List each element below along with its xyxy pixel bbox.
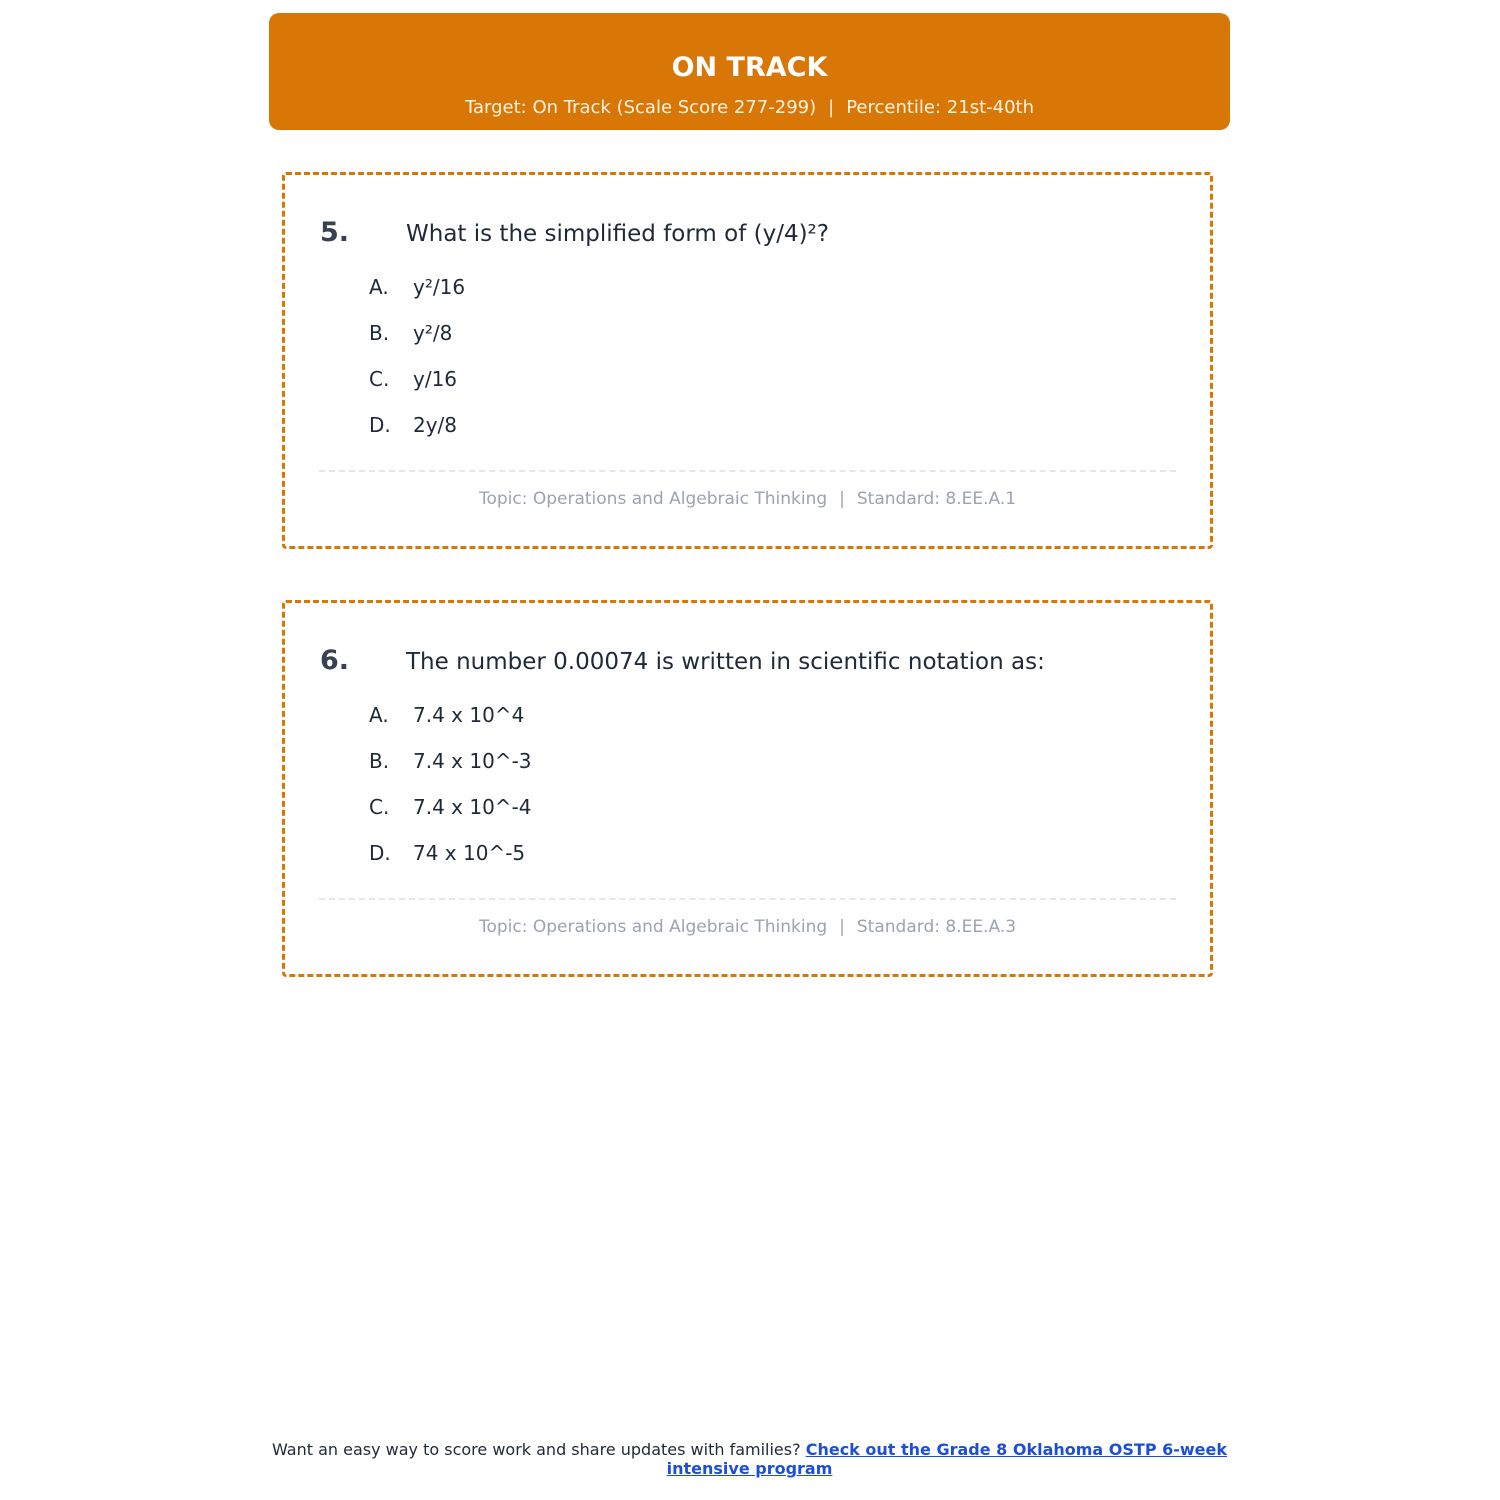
answer-choices: [369, 701, 532, 885]
choice-text: 2y/8: [413, 413, 458, 437]
answer-choice-d[interactable]: [369, 839, 532, 885]
banner-separator: |: [828, 97, 835, 118]
choice-text: 7.4 x 10^-3: [413, 749, 532, 773]
answer-choice-d[interactable]: [369, 411, 465, 457]
question-number: 5.: [320, 217, 350, 248]
choice-letter: C.: [369, 367, 390, 391]
meta-separator: |: [839, 489, 845, 509]
answer-choice-a[interactable]: [369, 273, 465, 319]
question-text: What is the simplified form of (y/4)²?: [406, 221, 829, 247]
status-banner: [269, 13, 1230, 130]
topic-label: Topic: Operations and Algebraic Thinking: [478, 489, 828, 509]
choice-letter: D.: [369, 413, 391, 437]
choice-text: 74 x 10^-5: [413, 841, 526, 865]
choice-letter: D.: [369, 841, 391, 865]
target-text: Target: On Track (Scale Score 277-299): [464, 97, 817, 118]
choice-letter: B.: [369, 321, 390, 345]
choice-letter: A.: [369, 703, 389, 727]
banner-subtitle: [269, 95, 1230, 121]
answer-choice-c[interactable]: [369, 793, 532, 839]
banner-title: ON TRACK: [671, 52, 828, 83]
footer-prompt: Want an easy way to score work and share updates with families?: [271, 1440, 801, 1459]
standard-label: Standard: 8.EE.A.1: [856, 489, 1017, 509]
card-divider: [319, 470, 1176, 472]
answer-choices: [369, 273, 465, 457]
question-text: The number 0.00074 is written in scientific notation as:: [406, 649, 1045, 675]
choice-letter: C.: [369, 795, 390, 819]
choice-text: y²/8: [413, 321, 453, 345]
question-number: 6.: [320, 645, 350, 676]
program-link[interactable]: Check out the Grade 8 Oklahoma OSTP 6-week intensive program: [666, 1440, 1228, 1478]
standard-label: Standard: 8.EE.A.3: [856, 917, 1017, 937]
choice-letter: A.: [369, 275, 389, 299]
answer-choice-b[interactable]: [369, 747, 532, 793]
topic-label: Topic: Operations and Algebraic Thinking: [478, 917, 828, 937]
footer-promo: [269, 1440, 1230, 1478]
answer-choice-a[interactable]: [369, 701, 532, 747]
card-divider: [319, 898, 1176, 900]
choice-text: y/16: [413, 367, 458, 391]
percentile-text: Percentile: 21st-40th: [846, 97, 1034, 118]
choice-text: 7.4 x 10^-4: [413, 795, 532, 819]
answer-choice-b[interactable]: [369, 319, 465, 365]
question-card-6: [282, 600, 1213, 977]
question-meta: [285, 487, 1210, 511]
answer-choice-c[interactable]: [369, 365, 465, 411]
choice-text: y²/16: [413, 275, 466, 299]
question-card-5: [282, 172, 1213, 549]
question-meta: [285, 915, 1210, 939]
meta-separator: |: [839, 917, 845, 937]
choice-letter: B.: [369, 749, 390, 773]
choice-text: 7.4 x 10^4: [413, 703, 525, 727]
